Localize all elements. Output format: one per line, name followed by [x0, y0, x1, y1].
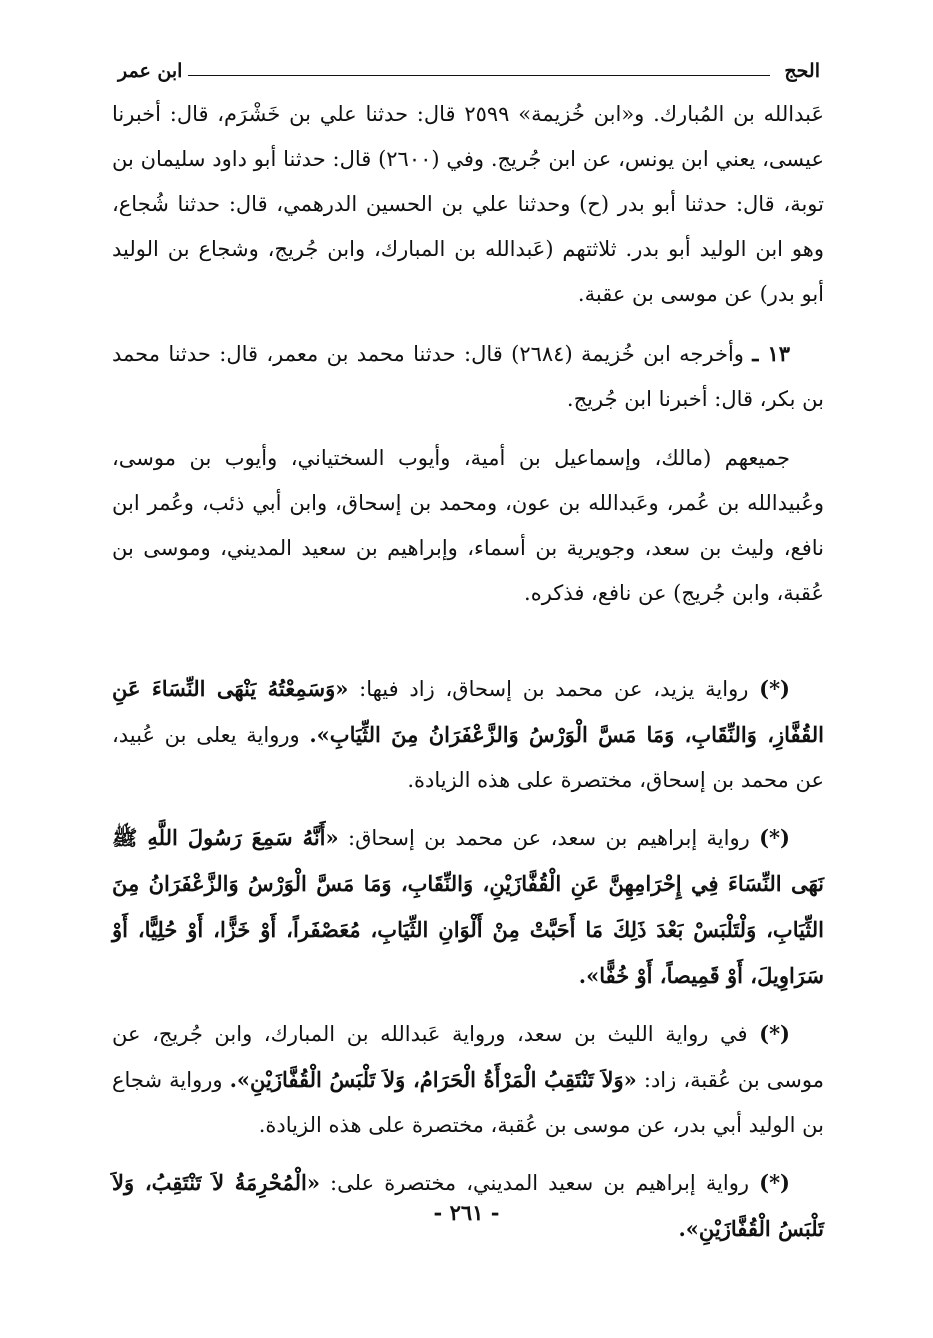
header-rule [188, 75, 770, 76]
note-quote: «وَسَمِعْتُهُ يَنْهَى النِّسَاءَ عَنِ القُفَّازِ، وَالنِّقَابِ، وَمَا مَسَّ الْوَرْسُ وَالزَّعْفَرَانُ مِنَ الثِّيَابِ». [112, 676, 825, 747]
paragraph-all-narrators: جميعهم (مالك، وإسماعيل بن أمية، وأيوب السختياني، وأيوب بن موسى، وعُبيدالله بن عُمر، وعَبدالله بن عون، ومحمد بن إسحاق، وابن أبي ذئب، وعُمر ابن نافع، وليث بن سعد، وجويرية بن أسماء، وإبراهيم بن سعيد المديني، وموسى بن عُقبة، وابن جُريج) عن نافع، فذكره. [112, 446, 824, 605]
page-number: - ٢٦١ - [433, 1200, 500, 1225]
page-body [112, 92, 824, 1252]
note-lead: رواية إبراهيم بن سعد، عن محمد بن إسحاق: [348, 826, 750, 850]
note-marker: (*) [759, 1021, 790, 1046]
note-quote: «وَلاَ تَنْتَقِبُ الْمَرْأَةُ الْحَرَامُ، وَلاَ تَلْبَسُ الْقُفَّازَيْنِ». [229, 1067, 637, 1092]
note-item [112, 666, 824, 803]
note-tail: ورواية شجاع بن الوليد أبي بدر، عن موسى بن عُقبة، مختصرة على هذه الزيادة. [112, 1068, 824, 1137]
note-lead: رواية يزيد، عن محمد بن إسحاق، زاد فيها: [359, 677, 749, 701]
note-lead: في رواية الليث بن سعد، ورواية عَبدالله بن المبارك، وابن جُريج، عن موسى بن عُقبة، زاد: [112, 1022, 824, 1092]
header-chapter-title: الحج [784, 60, 820, 82]
header-narrator-title: ابن عمر [118, 60, 183, 82]
note-lead: رواية إبراهيم بن سعيد المديني، مختصرة على: [330, 1171, 750, 1195]
note-quote: «أَنَّهُ سَمِعَ رَسُولَ اللَّهِ ﷺ نَهَى النِّسَاءَ فِي إِحْرَامِهِنَّ عَنِ الْقُفَّازَيْنِ، وَالنِّقَابِ، وَمَا مَسَّ الْوَرْسُ وَالزَّعْفَرَانُ مِنَ الثِّيَابِ، وَلْتَلْبَسْ بَعْدَ ذَلِكَ مَا أَحَبَّتْ مِنْ أَلْوَانِ الثِّيَابِ، مُعَصْفَراً، أَوْ خَزًّا، أَوْ حُلِيًّا، أَوْ سَرَاوِيلَ، أَوْ قَمِيصاً، أَوْ خُفًّا». [112, 825, 824, 988]
note-item [112, 815, 824, 999]
running-header [118, 60, 820, 90]
hadith-number-label: ١٣ ـ [752, 341, 790, 366]
note-tail: ورواية يعلى بن عُبيد، عن محمد بن إسحاق، مختصرة على هذه الزيادة. [112, 723, 824, 792]
note-item [112, 1011, 824, 1148]
note-marker: (*) [759, 676, 790, 701]
paragraph-isnad-continuation: عَبدالله بن المُبارك. و«ابن خُزيمة» ٢٥٩٩ قال: حدثنا علي بن خَشْرَم، قال: أخبرنا عيسى، يعني ابن يونس، عن ابن جُريج. وفي (٢٦٠٠) قال: حدثنا أبو داود سليمان بن توبة، قال: حدثنا أبو بدر (ح) وحدثنا علي بن الحسين الدرهمي، قال: حدثنا شُجاع، وهو ابن الوليد أبو بدر. ثلاثتهم (عَبدالله بن المبارك، وابن جُريج، وشجاع بن الوليد أبو بدر) عن موسى بن عقبة. [112, 102, 824, 306]
notes-section [112, 666, 824, 1252]
note-marker: (*) [759, 1170, 790, 1195]
paragraph-takhrij-13 [112, 331, 824, 422]
paragraph-takhrij-13-text: وأخرجه ابن خُزيمة (٢٦٨٤) قال: حدثنا محمد بن معمر، قال: حدثنا محمد بن بكر، قال: أخبرنا ابن جُريج. [112, 342, 824, 411]
note-marker: (*) [759, 825, 790, 850]
note-quote: «الْمُحْرِمَةُ لاَ تَنْتَقِبُ، وَلاَ تَلْبَسُ الْقُفَّازَيْنِ». [112, 1170, 824, 1241]
